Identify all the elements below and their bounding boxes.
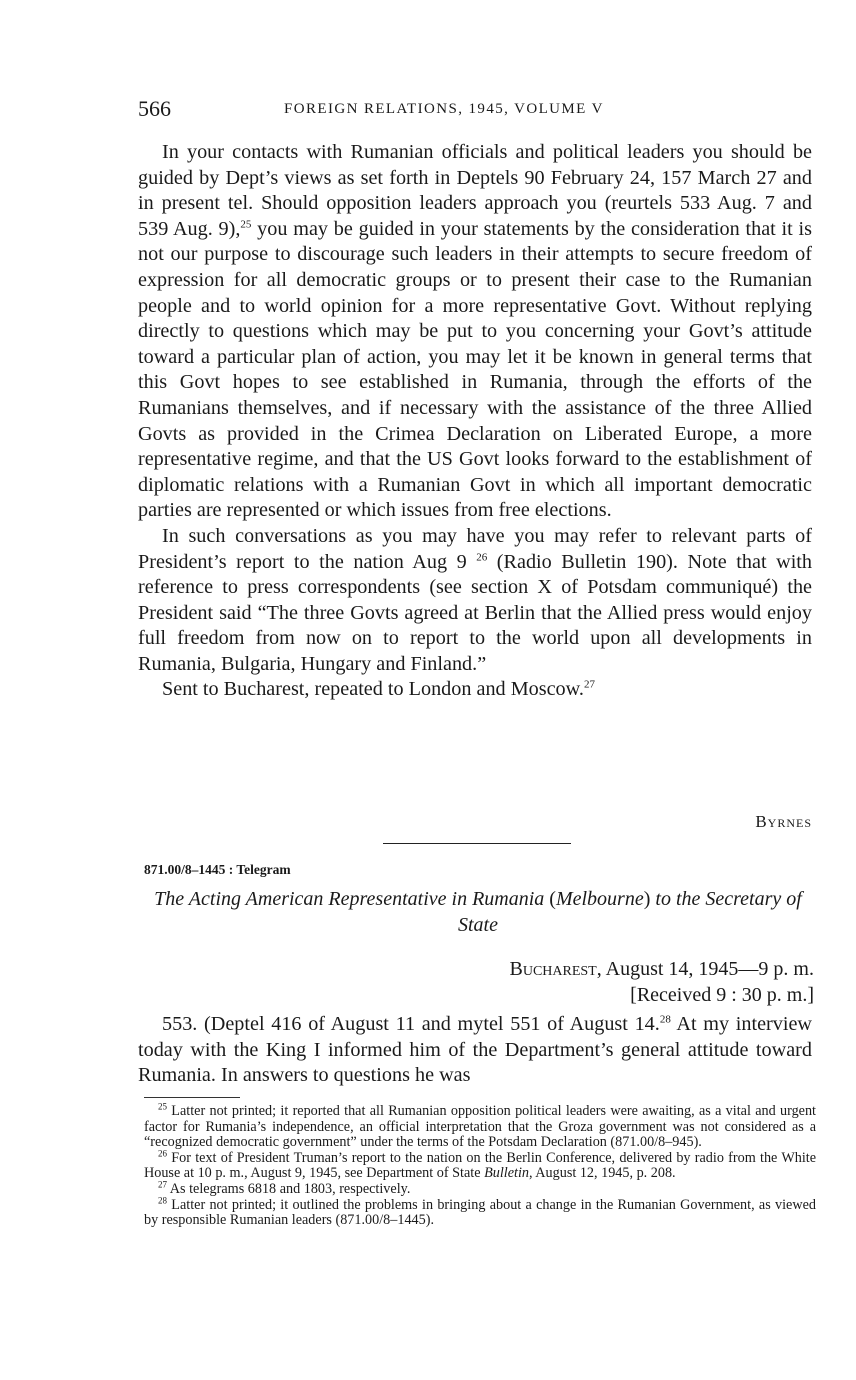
title-paren: ) (643, 888, 651, 910)
dateline-received: [Received 9 : 30 p. m.] (630, 984, 814, 1006)
signature: Byrnes (755, 812, 812, 831)
paragraph-text: In such conversations as you may have you may refer to relevant parts of President’s report to the nation Aug 9 (138, 524, 812, 573)
footnote-number: 28 (158, 1194, 167, 1205)
telegram-2-title (140, 886, 816, 938)
title-text: The Acting American Representative in Rumania (154, 888, 550, 910)
paragraph-text: At my interview today with the King I informed him of the Department’s general attitude toward Rumania. In answers to questions he was (138, 1013, 812, 1087)
telegram-1-paragraph-1 (138, 140, 812, 524)
dateline (510, 956, 815, 1008)
paragraph-text: In your contacts with Rumanian officials and political leaders you should be guided by Dept’s views as set forth in Deptels 90 February 24, 157 March 27 and in present tel. Should opposition leaders approach you (reurtels 533 Aug. 7 and 539 Aug. 9), (138, 141, 812, 240)
footnote-italic: Bulletin (484, 1165, 529, 1182)
running-head (138, 96, 812, 126)
telegram-2-body (138, 1012, 812, 1089)
paragraph-text: 553. (Deptel 416 of August 11 and mytel 551 of August 14. (162, 1013, 660, 1035)
footnote-ref-28: 28 (659, 1013, 671, 1026)
footnote-number: 27 (158, 1179, 167, 1190)
footnote-text: , August 12, 1945, p. 208. (528, 1165, 676, 1182)
footnote-text: For text of President Truman’s report to the nation on the Berlin Conference, delivered by radio from the White House at 10 p. m., August 9, 1945, see Department of State (144, 1149, 816, 1182)
footnote-number: 26 (158, 1148, 167, 1159)
footnote-25 (144, 1101, 816, 1151)
footnote-text: Latter not printed; it outlined the problems in bringing about a change in the Rumanian Government, as viewed by responsible Rumanian leaders (871.00/8–1445). (144, 1196, 816, 1229)
footnotes (144, 1101, 816, 1229)
telegram-1-paragraph-3 (138, 677, 812, 703)
footnote-26 (144, 1148, 816, 1182)
paragraph-text: Sent to Bucharest, repeated to London and Moscow. (162, 678, 584, 701)
footnote-28 (144, 1194, 816, 1229)
page-number: 566 (138, 96, 171, 121)
section-divider (383, 843, 571, 844)
footnote-27 (144, 1179, 816, 1198)
title-text: to the Secretary of State (458, 888, 802, 936)
dateline-place: Bucharest, (509, 958, 602, 980)
paragraph-text: you may be guided in your statements by the consideration that it is not our purpose to discourage such leaders in their attempts to secure freedom of expression for all democratic groups or to present their case to the Rumanian people and to world opinion for a more representative Govt. Without replying directly to questions which may be put to you concerning your Govt’s attitude toward a particular plan of action, you may let it be known in general terms that this Govt hopes to see established in Rumania, through the efforts of the Rumanians themselves, and if necessary with the assistance of the three Allied Govts as provided in the Crimea Declaration on Liberated Europe, a more representative regime, and that the US Govt looks forward to the establishment of diplomatic relations with a Rumanian Govt in which all important democratic parties are represented or which issues from free elections. (138, 217, 813, 522)
file-reference: 871.00/8–1445 : Telegram (144, 862, 291, 877)
title-name: Melbourne (555, 888, 644, 910)
title-paren: ( (549, 888, 556, 910)
telegram-1-paragraph-2 (138, 524, 812, 678)
footnote-divider (144, 1097, 240, 1098)
telegram-2-paragraph-1 (138, 1012, 812, 1089)
dateline-date: August 14, 1945—9 p. m. (601, 958, 814, 980)
footnote-number: 25 (158, 1101, 167, 1112)
footnote-ref-27: 27 (583, 678, 595, 691)
footnote-text: Latter not printed; it reported that all Rumanian opposition political leaders were awaiting, as a vital and urgent factor for Rumania’s independence, an official interpretation that the Groza government was not considered as a “recognized democratic government” under the terms of the Potsdam Declaration (871.00/8–945). (144, 1103, 816, 1151)
paragraph-text: (Radio Bulletin 190). Note that with reference to press correspondents (see section X of Potsdam communiqué) the President said “The three Govts agreed at Berlin that the Allied press would enjoy full freedom from now on to report to the world upon all developments in Rumania, Bulgaria, Hungary and Finland.” (138, 550, 813, 675)
running-title: FOREIGN RELATIONS, 1945, VOLUME V (284, 101, 604, 117)
footnote-text: As telegrams 6818 and 1803, respectively. (167, 1180, 411, 1197)
dateline-sent (510, 956, 815, 982)
footnote-ref-25: 25 (240, 218, 252, 231)
footnote-ref-26: 26 (476, 550, 488, 563)
telegram-1-body (138, 140, 812, 703)
